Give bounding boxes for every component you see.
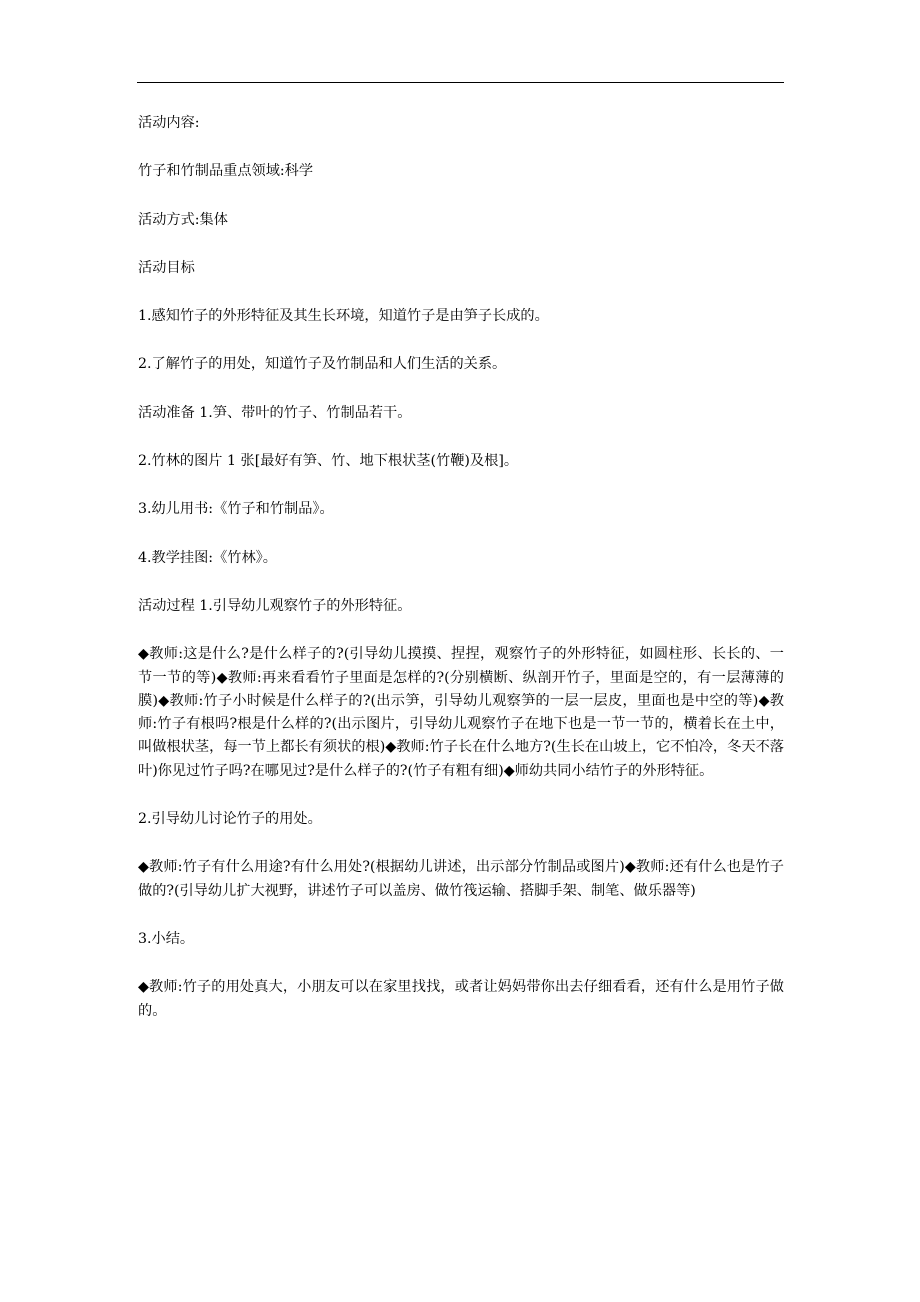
prep-1: 活动准备 1.笋、带叶的竹子、竹制品若干。 [138,404,412,421]
document-body [138,112,784,1048]
method-line: 活动方式:集体 [138,211,228,228]
goal-2: 2.了解竹子的用处，知道竹子及竹制品和人们生活的关系。 [138,356,507,373]
prep-3: 3.幼儿用书:《竹子和竹制品》。 [138,501,334,518]
process-step-3-detail: ◆教师:竹子的用处真大，小朋友可以在家里找找，或者让妈妈带你出去仔细看看，还有什么是用竹子做的。 [138,979,784,1019]
process-step-1: 活动过程 1.引导幼儿观察竹子的外形特征。 [138,597,412,614]
process-step-2: 2.引导幼儿讨论竹子的用处。 [138,811,322,828]
header-rule [137,82,784,83]
process-step-2-detail: ◆教师:竹子有什么用途?有什么用处?(根据幼儿讲述，出示部分竹制品或图片)◆教师:还有什么也是竹子做的?(引导幼儿扩大视野，讲述竹子可以盖房、做竹筏运输、搭脚手架、制笔、做乐器等) [138,859,784,899]
goal-1: 1.感知竹子的外形特征及其生长环境，知道竹子是由笋子长成的。 [138,308,549,325]
prep-4: 4.教学挂图:《竹林》。 [138,549,277,566]
section-heading-content: 活动内容: [138,115,200,131]
topic-line: 竹子和竹制品重点领域:科学 [138,163,314,180]
process-step-1-detail: ◆教师:这是什么?是什么样子的?(引导幼儿摸摸、捏捏，观察竹子的外形特征，如圆柱形、长长的、一节一节的等)◆教师:再来看看竹子里面是怎样的?(分别横断、纵剖开竹子，里面是空的，有一层薄薄的膜)◆教师:竹子小时候是什么样子的?(出示笋，引导幼儿观察笋的一层一层皮，里面也是中空的等)◆教师:竹子有根吗?根是什么样的?(出示图片，引导幼儿观察竹子在地下也是一节一节的，横着长在土中，叫做根状茎，每一节上都长有须状的根)◆教师:竹子长在什么地方?(生长在山坡上，它不怕冷，冬天不落叶)你见过竹子吗?在哪见过?是什么样子的?(竹子有粗有细)◆师幼共同小结竹子的外形特征。 [138,646,784,779]
section-heading-goals: 活动目标 [138,259,195,276]
prep-2: 2.竹林的图片 1 张[最好有笋、竹、地下根状茎(竹鞭)及根]。 [138,453,519,470]
process-step-3: 3.小结。 [138,930,195,947]
